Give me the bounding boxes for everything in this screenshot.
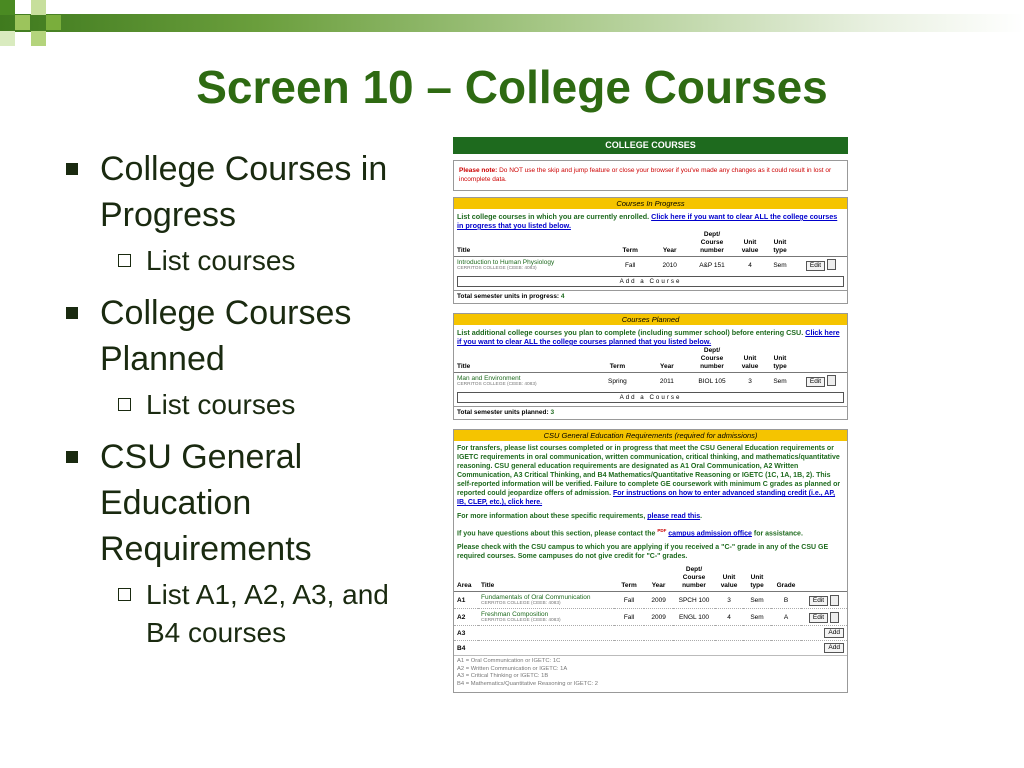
ge-paragraph: Please check with the CSU campus to which you are applying if you received a "C-" grade in any of the CSU GE required courses. Some campuses do not give credit for "C-" grades. (457, 544, 829, 561)
col-header-unit-value: Unit value (735, 230, 765, 257)
dept-cell: SPCH 100 (673, 592, 715, 609)
in-progress-table (454, 230, 847, 273)
square-bullet-icon (66, 163, 78, 175)
trash-icon[interactable] (827, 375, 836, 386)
ge-text: For transfers, please list courses completed or in progress that meet the CSU General Education requirements or IGETC requirements in oral communication, written communication, critical thinking, and mathematics/quantitative reasoning. CSU general education requirements are designated as A1 Oral Communication, A2 Written Communication, A3 Critical Thinking, and B4 Mathematics/Quantitative Reasoning or IGETC (1C, 1A, 1B, 2). This self-reported information will be verified. Failure to complete GE coursework with minimum C grades as planned or reported could jeopardize offers of admission. (457, 445, 841, 497)
col-header-actions (795, 230, 847, 257)
warning-note (453, 160, 848, 191)
total-label: Total semester units planned: (457, 409, 549, 416)
section-header: COLLEGE COURSES (453, 137, 848, 154)
panel-heading: CSU General Education Requirements (required for admissions) (454, 430, 847, 441)
total-label: Total semester units in progress: (457, 293, 560, 300)
deco-square (31, 0, 46, 15)
bullet-text: College Courses in Progress (100, 150, 388, 234)
csu-ge-panel (453, 429, 848, 693)
table-row (454, 373, 847, 390)
col-header-unit-type: Unit type (765, 230, 795, 257)
top-decoration (0, 0, 1024, 46)
col-header-dept: Dept/ Course number (689, 346, 735, 373)
col-header-area: Area (454, 565, 478, 592)
ge-paragraph: For more information about these specific requirements, please read this. (457, 513, 703, 520)
add-button[interactable]: Add (824, 628, 844, 638)
grade-cell: A (771, 609, 801, 626)
dept-cell: ENGL 100 (673, 609, 715, 626)
school-name: CERRITOS COLLEGE (CEEB: 4083) (457, 266, 537, 271)
courses-in-progress-panel (453, 197, 848, 304)
col-header-year: Year (650, 230, 689, 257)
deco-square (0, 31, 15, 46)
edit-button[interactable]: Edit (806, 261, 825, 271)
panel-heading: Courses Planned (454, 314, 847, 325)
unit-value-cell: 4 (748, 261, 752, 269)
ge-text: If you have questions about this section, please contact the (457, 530, 656, 538)
table-row (454, 641, 847, 656)
total-units (454, 290, 847, 303)
empty-cell (478, 626, 801, 641)
year-cell: 2010 (662, 261, 677, 269)
total-value: 3 (550, 409, 555, 416)
ge-table (454, 565, 847, 655)
footnote: A3 = Critical Thinking or IGETC: 1B (457, 673, 549, 680)
trash-icon[interactable] (830, 595, 839, 606)
table-row (454, 257, 847, 274)
school-name: CERRITOS COLLEGE (CEEB: 4083) (481, 618, 561, 624)
col-header-unit-type: Unit type (765, 346, 795, 373)
ge-paragraph (454, 521, 847, 538)
year-cell: 2009 (644, 609, 673, 626)
pdf-icon: PDF (657, 528, 667, 533)
col-header-actions (801, 565, 847, 592)
note-label: Please note: (459, 167, 498, 174)
deco-square (0, 0, 15, 15)
col-header-term: Term (614, 565, 644, 592)
add-course-button[interactable]: Add a Course (457, 392, 844, 403)
area-cell: A3 (454, 626, 478, 641)
advanced-standing-link[interactable]: For instructions on how to enter advanced standing credit (i.e., AP, IB, CLEP, etc.), click here. (457, 490, 836, 506)
edit-button[interactable]: Edit (806, 377, 825, 387)
table-row (454, 609, 847, 626)
school-name: CERRITOS COLLEGE (CEEB: 4083) (481, 601, 561, 607)
college-courses-screenshot (453, 137, 848, 693)
footnote: A1 = Oral Communication or IGETC: 1C (457, 658, 561, 665)
campus-admission-office-link[interactable]: campus admission office (668, 530, 752, 538)
col-header-title: Title (454, 346, 590, 373)
edit-button[interactable]: Edit (809, 613, 828, 623)
ge-footnotes (454, 655, 847, 692)
unit-value-cell: 3 (748, 377, 752, 385)
actions-cell (795, 257, 847, 274)
intro-text: List additional college courses you plan to complete (including summer school) before entering CSU. (457, 328, 804, 337)
year-cell: 2011 (659, 377, 674, 385)
trash-icon[interactable] (830, 612, 839, 623)
unit-type-cell: Sem (743, 609, 771, 626)
grade-cell: B (771, 592, 801, 609)
hollow-square-bullet-icon (118, 398, 131, 411)
courses-planned-panel (453, 313, 848, 420)
area-cell: B4 (457, 644, 466, 652)
footnote: B4 = Mathematics/Quantitative Reasoning or IGETC: 2 (457, 680, 598, 687)
clear-planned-link[interactable]: Click here if you want to clear ALL the college courses planned that you listed below. (457, 328, 840, 346)
clear-in-progress-link[interactable]: Click here if you want to clear ALL the college courses in progress that you listed below. (457, 212, 838, 230)
hollow-square-bullet-icon (118, 254, 131, 267)
col-header-dept: Dept/ Course number (673, 565, 715, 592)
table-row (454, 592, 847, 609)
panel-intro (454, 325, 847, 346)
actions-cell (801, 626, 847, 641)
course-title: Introduction to Human Physiology (457, 259, 555, 266)
note-text: Do NOT use the skip and jump feature or close your browser if you've made any changes as it could result in lost or incomplete data. (459, 167, 832, 183)
hollow-square-bullet-icon (118, 588, 131, 601)
ge-text: for assistance. (753, 530, 803, 538)
bullet-item (62, 146, 422, 238)
col-header-year: Year (644, 565, 673, 592)
col-header-unit-value: Unit value (735, 346, 765, 373)
term-cell: Fall (614, 592, 644, 609)
add-button[interactable]: Add (824, 643, 844, 653)
bullet-item (62, 434, 422, 572)
sub-bullet-text: List A1, A2, A3, and B4 courses (146, 579, 389, 648)
course-title-cell (478, 609, 614, 626)
col-header-actions (795, 346, 847, 373)
col-header-grade: Grade (771, 565, 801, 592)
top-gradient-bar (0, 14, 1024, 32)
course-title-cell (454, 373, 590, 390)
col-header-dept: Dept/ Course number (689, 230, 735, 257)
sub-bullet-item (62, 576, 422, 652)
course-title: Freshman Composition (481, 611, 549, 619)
intro-text: List college courses in which you are currently enrolled. (457, 212, 650, 221)
slide-title: Screen 10 – College Courses (196, 61, 828, 113)
table-row (454, 626, 847, 641)
actions-cell (801, 609, 847, 626)
sub-bullet-text: List courses (146, 245, 296, 276)
course-title: Fundamentals of Oral Communication (481, 594, 591, 602)
year-cell: 2009 (644, 592, 673, 609)
term-cell: Fall (614, 609, 644, 626)
bullet-item (62, 290, 422, 382)
read-this-link[interactable]: please read this (647, 513, 701, 520)
bullet-text: College Courses Planned (100, 294, 352, 378)
col-header-title: Title (478, 565, 614, 592)
col-header-unit-type: Unit type (743, 565, 771, 592)
col-header-term: Term (590, 346, 645, 373)
unit-value-cell: 3 (715, 592, 743, 609)
course-title: Man and Environment (457, 375, 521, 382)
square-bullet-icon (66, 307, 78, 319)
col-header-unit-value: Unit value (715, 565, 743, 592)
area-cell: A1 (454, 592, 478, 609)
school-name: CERRITOS COLLEGE (CEEB: 4083) (457, 382, 537, 387)
total-units (454, 406, 847, 419)
ge-text: For more information about these specific requirements, (457, 513, 646, 520)
col-header-year: Year (645, 346, 689, 373)
unit-type-cell: Sem (743, 592, 771, 609)
sub-bullet-text: List courses (146, 389, 296, 420)
dept-cell: A&P 151 (699, 261, 725, 269)
deco-square (31, 31, 46, 46)
total-value: 4 (560, 293, 565, 300)
dept-cell: BIOL 105 (698, 377, 726, 385)
planned-table (454, 346, 847, 389)
course-title-cell (478, 592, 614, 609)
ge-paragraph (454, 441, 847, 507)
col-header-term: Term (610, 230, 650, 257)
empty-cell (478, 641, 801, 656)
trash-icon[interactable] (827, 259, 836, 270)
course-title-cell (454, 257, 610, 274)
unit-type-cell: Sem (773, 377, 787, 385)
square-bullet-icon (66, 451, 78, 463)
unit-type-cell: Sem (773, 261, 787, 269)
area-cell: A2 (454, 609, 478, 626)
actions-cell (795, 373, 847, 390)
sub-bullet-item (62, 242, 422, 280)
actions-cell (801, 641, 847, 656)
footnote: A2 = Written Communication or IGETC: 1A (457, 665, 568, 672)
actions-cell (801, 592, 847, 609)
add-course-button[interactable]: Add a Course (457, 276, 844, 287)
unit-value-cell: 4 (715, 609, 743, 626)
deco-square (15, 15, 30, 30)
edit-button[interactable]: Edit (809, 596, 828, 606)
panel-heading: Courses In Progress (454, 198, 847, 209)
bullet-list (62, 146, 422, 662)
sub-bullet-item (62, 386, 422, 424)
deco-square (46, 15, 61, 30)
term-cell: Fall (624, 261, 636, 269)
col-header-title: Title (454, 230, 610, 257)
panel-intro (454, 209, 847, 230)
term-cell: Spring (608, 377, 627, 385)
bullet-text: CSU General Education Requirements (100, 438, 312, 568)
